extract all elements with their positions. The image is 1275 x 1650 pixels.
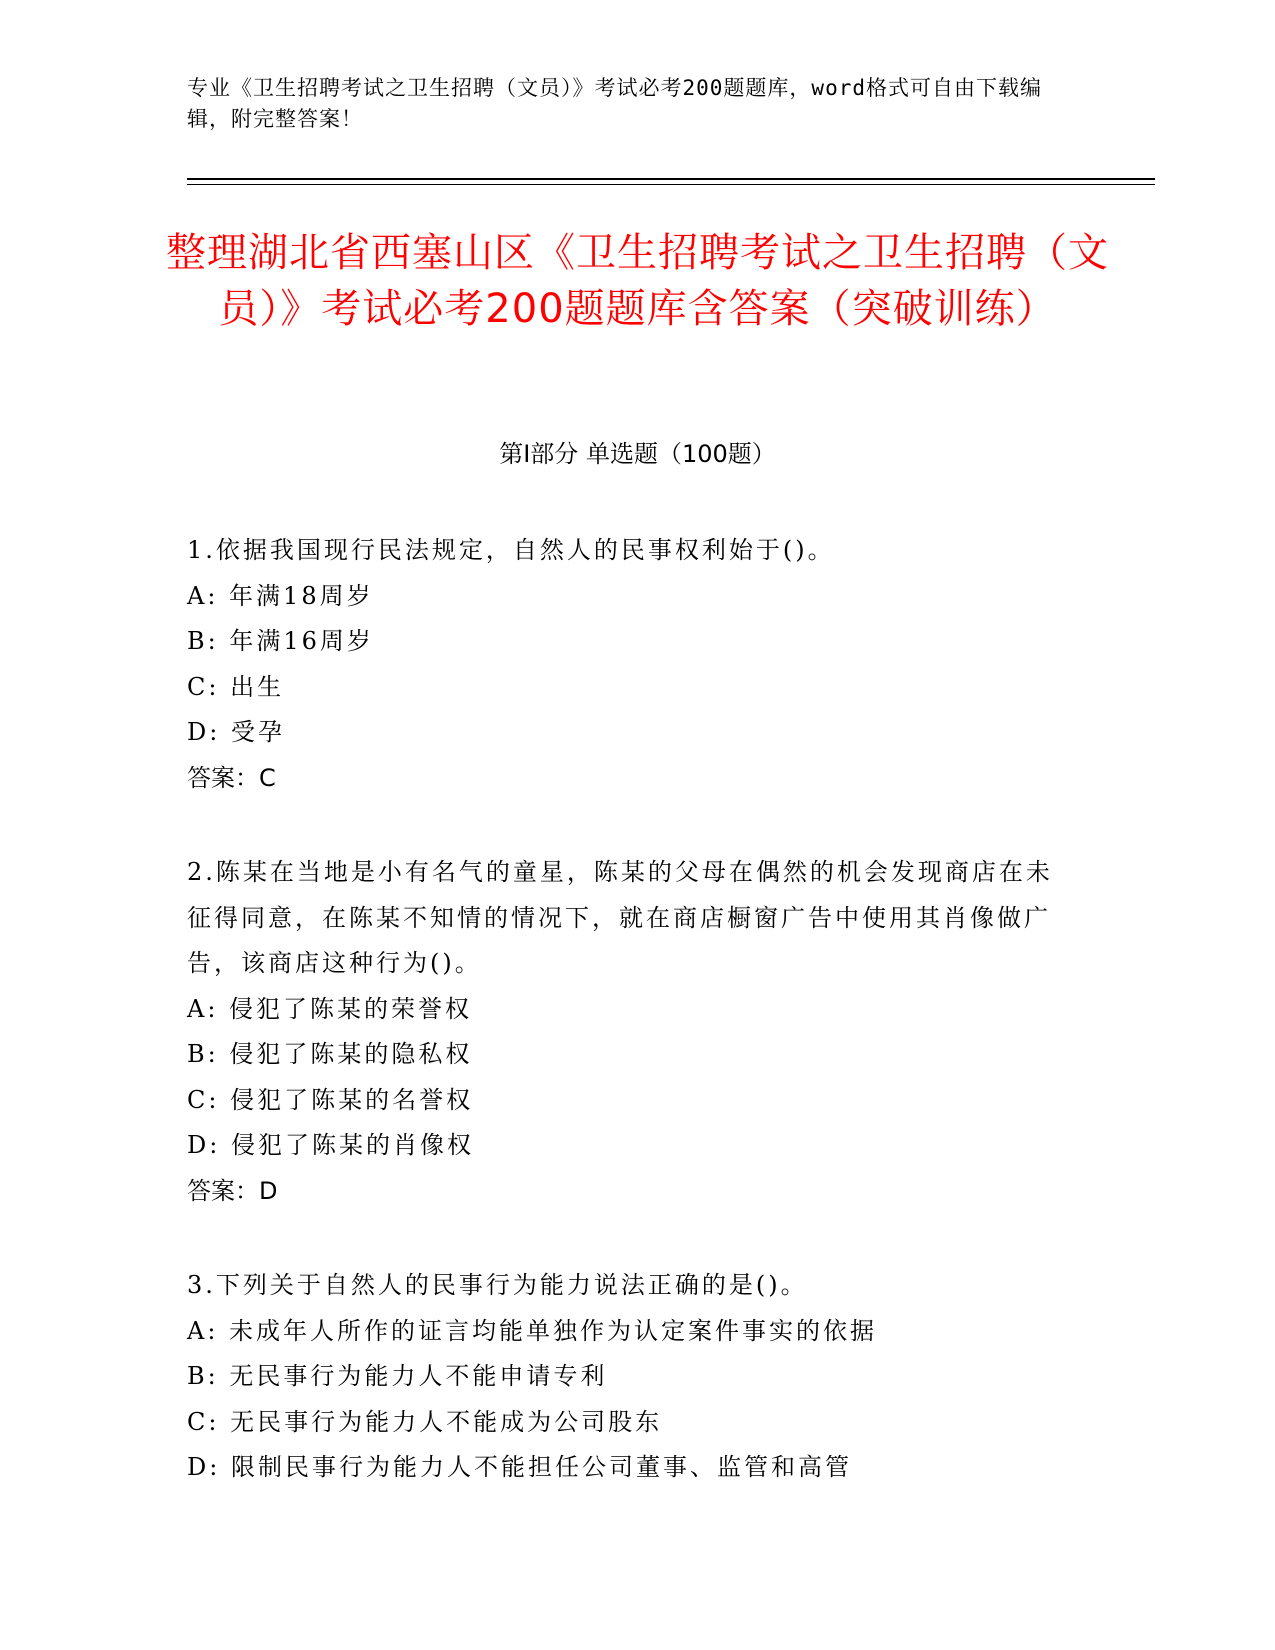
question-stem: 3.下列关于自然人的民事行为能力说法正确的是()。 — [187, 1271, 808, 1299]
question-list — [187, 528, 1067, 1540]
question-3 — [187, 1263, 1067, 1491]
option-a: A: 未成年人所作的证言均能单独作为认定案件事实的依据 — [187, 1316, 878, 1345]
option-d: D: 侵犯了陈某的肖像权 — [187, 1131, 474, 1159]
option-a: A: 侵犯了陈某的荣誉权 — [187, 994, 473, 1023]
question-2 — [187, 850, 1067, 1214]
option-b: B: 年满16周岁 — [187, 627, 374, 655]
option-c: C: 出生 — [187, 672, 285, 701]
option-b: B: 无民事行为能力人不能申请专利 — [187, 1362, 608, 1390]
question-stem: 1.依据我国现行民法规定，自然人的民事权利始于()。 — [187, 536, 835, 564]
section-heading: 第Ⅰ部分 单选题（100题） — [499, 440, 776, 468]
answer-line: 答案：C — [187, 763, 276, 792]
question-stem: 2.陈某在当地是小有名气的童星，陈某的父母在偶然的机会发现商店在未征得同意，在陈某不知情的情况下，就在商店橱窗广告中使用其肖像做广告，该商店这种行为()。 — [187, 858, 1053, 977]
question-1 — [187, 528, 1067, 801]
option-a: A: 年满18周岁 — [187, 581, 374, 610]
option-c: C: 无民事行为能力人不能成为公司股东 — [187, 1407, 663, 1436]
answer-line: 答案：D — [187, 1176, 278, 1205]
document-title: 整理湖北省西塞山区《卫生招聘考试之卫生招聘（文员）》考试必考200题题库含答案（突破训练） — [166, 230, 1109, 332]
header-rule-thin — [187, 184, 1155, 185]
option-c: C: 侵犯了陈某的名誉权 — [187, 1085, 474, 1114]
option-d: D: 限制民事行为能力人不能担任公司董事、监管和高管 — [187, 1453, 852, 1481]
option-d: D: 受孕 — [187, 718, 285, 746]
header-rule-thick — [187, 178, 1155, 180]
option-b: B: 侵犯了陈某的隐私权 — [187, 1040, 473, 1068]
header-note: 专业《卫生招聘考试之卫生招聘（文员）》考试必考200题题库，word格式可自由下载编辑，附完整答案！ — [187, 76, 1042, 131]
